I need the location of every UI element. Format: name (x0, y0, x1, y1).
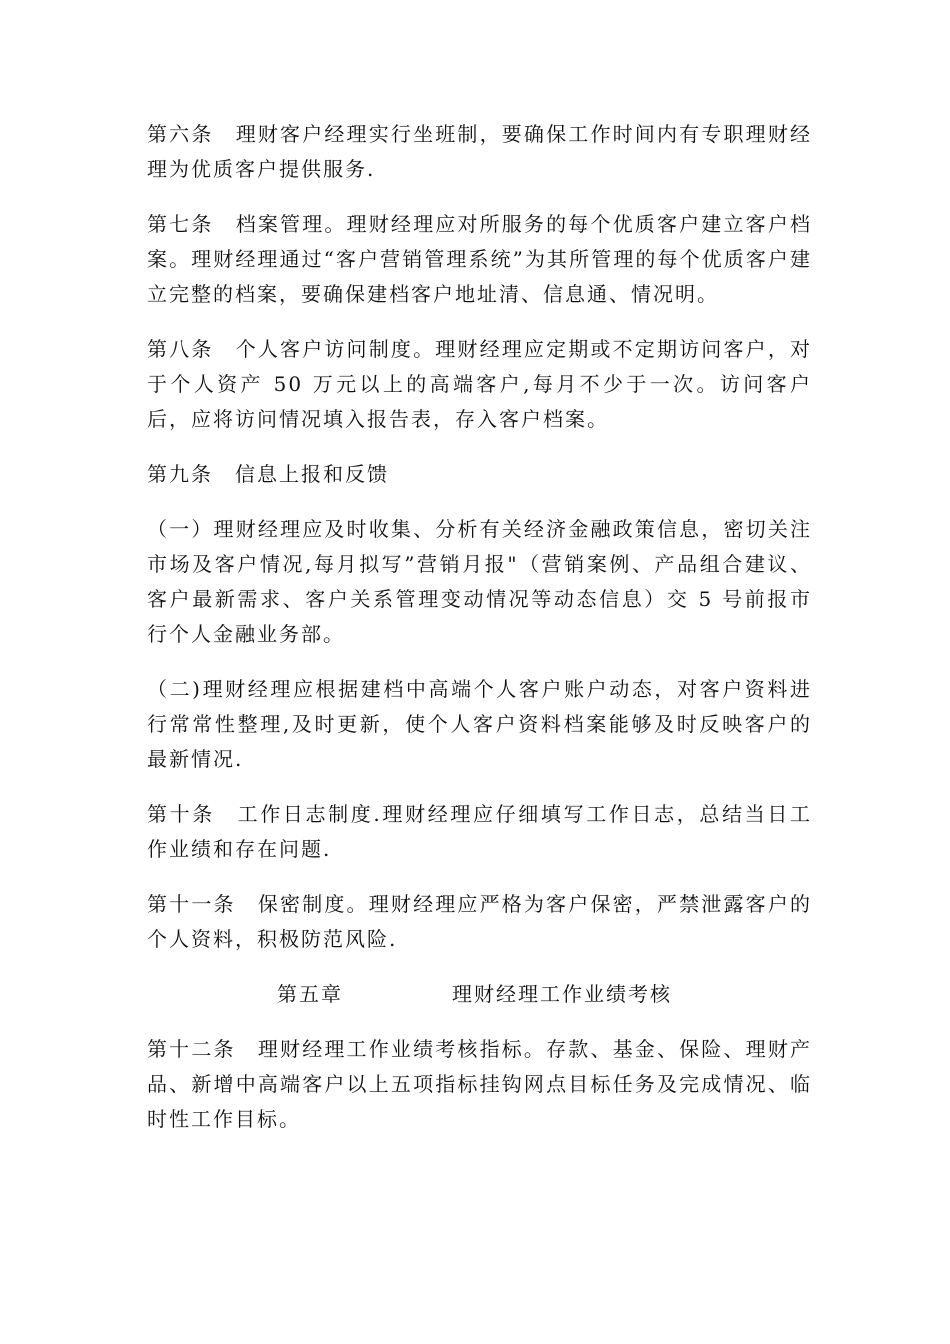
article-11: 第十一条 保密制度。理财经理应严格为客户保密，严禁泄露客户的个人资料，积极防范风险. (147, 892, 812, 951)
article-7: 第七条 档案管理。理财经理应对所服务的每个优质客户建立客户档案。理财经理通过“客户营销管理系统”为其所管理的每个优质客户建立完整的档案，要确保建档客户地址清、信息通、情况明。 (147, 212, 812, 306)
article-9: 第九条 信息上报和反馈 (147, 462, 389, 486)
document-body (147, 117, 812, 1157)
chapter-heading (147, 977, 812, 1012)
article-12: 第十二条 理财经理工作业绩考核指标。存款、基金、保险、理财产品、新增中高端客户以上五项指标挂钩网点目标任务及完成情况、临时性工作目标。 (147, 1037, 812, 1131)
article-8: 第八条 个人客户访问制度。理财经理应定期或不定期访问客户，对于个人资产 50 万元以上的高端客户,每月不少于一次。访问客户后，应将访问情况填入报告表，存入客户档案。 (147, 337, 812, 431)
chapter-title: 理财经理工作业绩考核 (452, 982, 672, 1006)
article-9-item-2: （二)理财经理应根据建档中高端个人客户账户动态，对客户资料进行常常性整理,及时更新，使个人客户资料档案能够及时反映客户的最新情况. (147, 677, 812, 771)
article-6: 第六条 理财客户经理实行坐班制，要确保工作时间内有专职理财经理为优质客户提供服务. (147, 122, 812, 181)
article-10: 第十条 工作日志制度.理财经理应仔细填写工作日志，总结当日工作业绩和存在问题. (147, 802, 812, 861)
article-9-item-1: （一）理财经理应及时收集、分析有关经济金融政策信息，密切关注市场及客户情况,每月拟写”营销月报"（营销案例、产品组合建议、客户最新需求、客户关系管理变动情况等动态信息）交 5 号前报市行个人金融业务部。 (147, 517, 812, 646)
chapter-number: 第五章 (277, 982, 343, 1006)
